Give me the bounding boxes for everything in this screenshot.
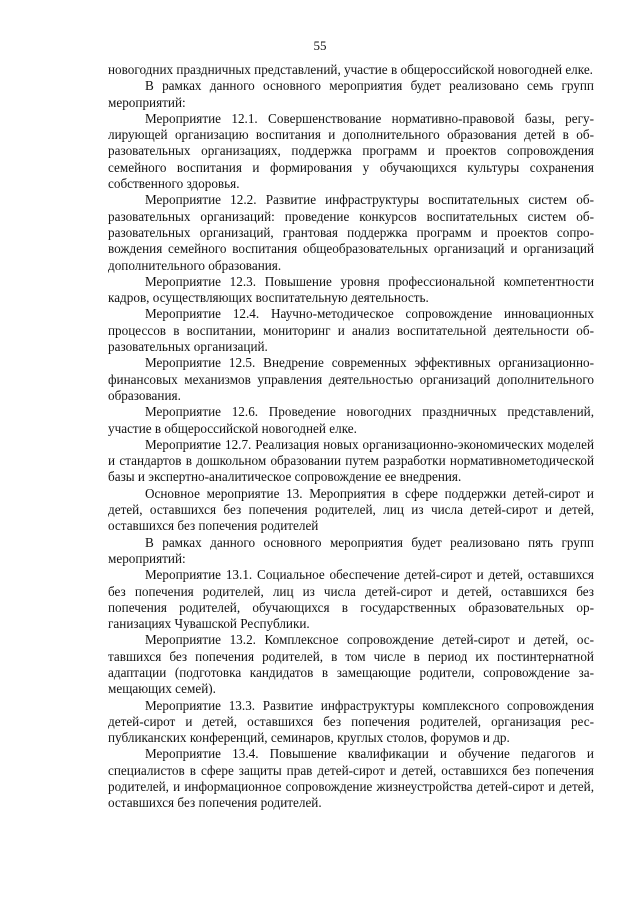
paragraph: Мероприятие 13.1. Социальное обеспечение детей-сирот и детей, оставшихся без попечения родителей, лиц из числа детей-сирот и детей, оставшихся без попечения родителей, обучающихся в государственных образовательных организациях Чувашской Республики. bbox=[108, 567, 594, 632]
paragraph: Мероприятие 12.6. Проведение новогодних праздничных представлений, участие в общероссийской новогодней елке. bbox=[108, 404, 594, 436]
page-number: 55 bbox=[313, 38, 327, 53]
paragraph: Основное мероприятие 13. Мероприятия в сфере поддержки детей-сирот и детей, оставшихся без попечения родителей, лиц из числа детей-сирот и детей, оставшихся без попечения родителей bbox=[108, 485, 594, 534]
body-text bbox=[108, 62, 594, 812]
paragraph: Мероприятие 12.3. Повышение уровня профессиональной компетентности кадров, осуществляющих воспитательную деятельность. bbox=[108, 273, 594, 306]
paragraph: Мероприятие 12.5. Внедрение современных эффективных организационно-финансовых механизмов управления деятельностью организаций дополнительного образования. bbox=[108, 355, 594, 403]
paragraph: В рамках данного основного мероприятия будет реализовано семь групп мероприятий: bbox=[108, 78, 594, 110]
paragraph: Мероприятие 13.3. Развитие инфраструктуры комплексного сопровождения детей-сирот и детей, оставшихся без попечения родителей, организация республиканских конференций, семинаров, круглых столов, форумов и др. bbox=[108, 697, 594, 746]
paragraph: Мероприятие 12.4. Научно-методическое сопровождение инновационных процессов в воспитании, мониторинг и анализ воспитательной деятельности образовательных организаций. bbox=[108, 306, 594, 355]
paragraph: Мероприятие 12.2. Развитие инфраструктуры воспитательных систем образовательных организаций: проведение конкурсов воспитательных систем образовательных организаций, грантовая поддержка программ и проектов сопровождения семейного воспитания общеобразовательных организаций и организаций дополнительного образования. bbox=[108, 192, 594, 273]
paragraph: новогодних праздничных представлений, участие в общероссийской новогодней елке. bbox=[108, 62, 593, 77]
paragraph: Мероприятие 13.2. Комплексное сопровождение детей-сирот и детей, оставшихся без попечения родителей, в том числе в период их постинтернатной адаптации (подготовка кандидатов в замещающие родители, сопровождение замещающих семей). bbox=[108, 632, 594, 697]
paragraph: Мероприятие 13.4. Повышение квалификации и обучение педагогов и специалистов в сфере защиты прав детей-сирот и детей, оставшихся без попечения родителей, и информационное сопровождение жизнеустройства детей-сирот и детей, оставшихся без попечения родителей. bbox=[108, 746, 594, 811]
paragraph: Мероприятие 12.7. Реализация новых организационно-экономических моделей и стандартов в дошкольном образовании путем разработки нормативнометодической базы и экспертно-аналитическое сопровождение ее внедрения. bbox=[108, 436, 594, 485]
paragraph: В рамках данного основного мероприятия будет реализовано пять групп мероприятий: bbox=[108, 534, 594, 566]
paragraph: Мероприятие 12.1. Совершенствование нормативно-правовой базы, регулирующей организацию воспитания и дополнительного образования детей в образовательных организациях, поддержка программ и проектов сопровождения семейного воспитания и формирования у обучающихся культуры сохранения собственного здоровья. bbox=[108, 110, 594, 192]
